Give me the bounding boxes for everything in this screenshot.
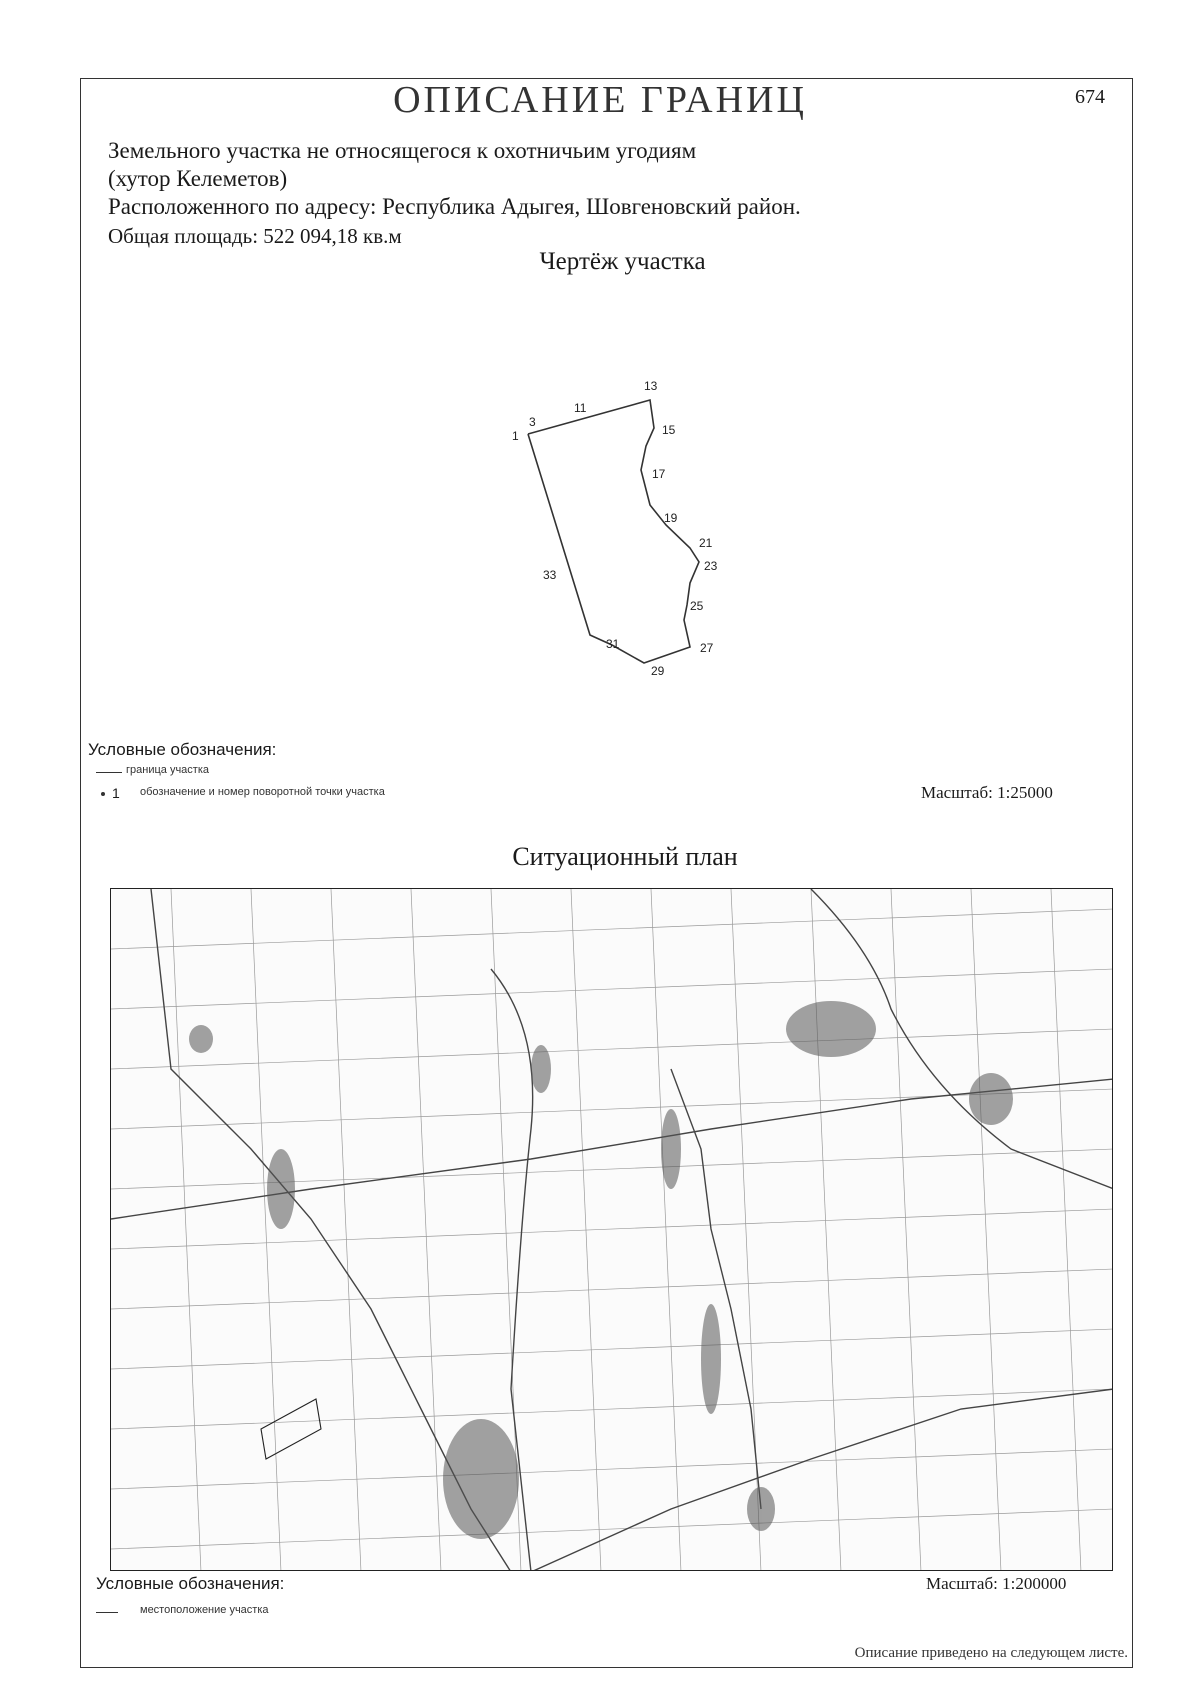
point-label-21: 21 (699, 536, 713, 550)
legend-item-location: местоположение участка (140, 1604, 269, 1616)
drawing-title: Чертёж участка (539, 248, 706, 275)
point-label-23: 23 (704, 559, 718, 573)
parcel-drawing (0, 0, 1200, 720)
boundary-legend-swatch (96, 772, 122, 773)
description-line-1: Земельного участка не относящегося к охотничьим угодиям (108, 138, 697, 163)
point-label-13: 13 (644, 379, 658, 393)
page-title: ОПИСАНИЕ ГРАНИЦ (393, 79, 807, 121)
point-label-27: 27 (700, 641, 714, 655)
drawing-scale: Масштаб: 1:25000 (921, 783, 1053, 802)
map-scale: Масштаб: 1:200000 (926, 1574, 1067, 1593)
map-legend-heading: Условные обозначения: (96, 1574, 285, 1593)
location-legend-swatch (96, 1612, 118, 1613)
point-legend-number: 1 (112, 785, 120, 801)
legend-item-point: обозначение и номер поворотной точки участка (140, 786, 385, 798)
point-label-29: 29 (651, 664, 665, 678)
point-label-31: 31 (606, 637, 620, 651)
point-label-17: 17 (652, 467, 666, 481)
point-label-11: 11 (574, 401, 587, 415)
point-label-1: 1 (512, 429, 519, 443)
footer-note: Описание приведено на следующем листе. (854, 1645, 1128, 1661)
legend-heading: Условные обозначения: (88, 740, 277, 759)
parcel-location-marker (261, 1399, 321, 1459)
point-label-33: 33 (543, 568, 557, 582)
point-label-15: 15 (662, 423, 676, 437)
point-label-25: 25 (690, 599, 704, 613)
situation-plan-title: Ситуационный план (512, 842, 738, 871)
legend-item-boundary: граница участка (126, 764, 209, 776)
sheet-number: 674 (1075, 86, 1105, 108)
point-label-3: 3 (529, 415, 536, 429)
point-label-19: 19 (664, 511, 678, 525)
description-line-2: (хутор Келеметов) (108, 166, 288, 191)
situation-map (110, 888, 1113, 1571)
point-legend-dot (101, 792, 105, 796)
total-area: Общая площадь: 522 094,18 кв.м (108, 224, 402, 248)
parcel-boundary (528, 400, 699, 663)
situation-map-drawing (111, 889, 1113, 1571)
description-line-3: Расположенного по адресу: Республика Адыгея, Шовгеновский район. (108, 194, 801, 219)
